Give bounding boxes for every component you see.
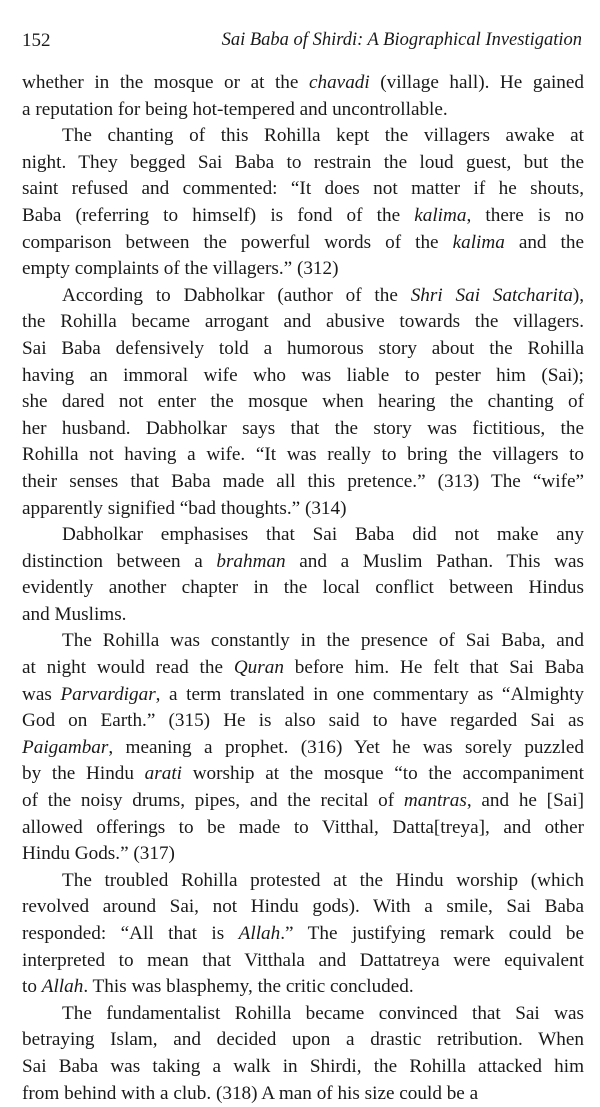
text-line: [22, 203, 584, 230]
text-line: [22, 921, 584, 948]
text-line: [22, 469, 584, 496]
text-line: [22, 256, 584, 283]
text-line: [22, 522, 584, 549]
text-line: [22, 708, 584, 735]
text-run: having an immoral wife who was liable to pester him (Sai);: [22, 364, 584, 386]
italic-term: kalima: [452, 231, 505, 253]
italic-term: mantras: [403, 790, 467, 812]
text-run: from behind with a club. (318) A man of his size could be a: [22, 1082, 479, 1104]
text-run: was: [22, 683, 61, 705]
text-line: [22, 1027, 584, 1054]
text-run: According to Dabholkar (author of the: [62, 284, 411, 306]
text-line: [22, 682, 584, 709]
text-run: Dabholkar emphasises that Sai Baba did not make any: [62, 524, 584, 546]
text-run: night. They begged Sai Baba to restrain the loud guest, but the: [22, 151, 584, 173]
text-line: [22, 788, 584, 815]
text-run: The fundamentalist Rohilla became convinced that Sai was: [62, 1002, 584, 1024]
text-run: she dared not enter the mosque when hearing the chanting of: [22, 391, 584, 413]
italic-term: chavadi: [308, 72, 370, 93]
text-run: ),: [572, 284, 584, 306]
text-run: distinction between a: [22, 550, 217, 572]
text-run: her husband. Dabholkar says that the story was fictitious, the: [22, 417, 584, 439]
text-run: whether in the mosque or at the: [22, 72, 309, 93]
text-line: [22, 575, 584, 602]
text-run: saint refused and commented: “It does not matter if he shouts,: [22, 178, 584, 200]
text-run: , there is no: [466, 204, 584, 226]
text-run: revolved around Sai, not Hindu gods). With a smile, Sai Baba: [22, 896, 584, 918]
text-line: [22, 283, 584, 310]
text-run: The troubled Rohilla protested at the Hindu worship (which: [62, 869, 584, 891]
text-run: to: [22, 976, 42, 998]
text-line: [22, 309, 584, 336]
text-run: Hindu Gods.” (317): [22, 843, 175, 865]
text-line: [22, 894, 584, 921]
text-run: a reputation for being hot-tempered and uncontrollable.: [22, 98, 448, 120]
italic-term: Shri Sai Satcharita: [410, 284, 573, 306]
text-line: [22, 496, 584, 523]
text-run: and the: [504, 231, 584, 253]
text-line: [22, 1054, 584, 1081]
text-line: [22, 97, 584, 124]
text-line: [22, 336, 584, 363]
text-run: the Rohilla became arrogant and abusive towards the villagers.: [22, 311, 584, 333]
text-line: [22, 761, 584, 788]
text-run: evidently another chapter in the local conflict between Hindus: [22, 577, 584, 599]
page-header: [22, 30, 582, 56]
text-run: The Rohilla was constantly in the presence of Sai Baba, and: [62, 630, 584, 652]
text-line: [22, 389, 584, 416]
text-run: interpreted to mean that Vitthala and Dattatreya were equivalent: [22, 949, 584, 971]
text-run: worship at the mosque “to the accompaniment: [182, 763, 584, 785]
text-line: [22, 230, 584, 257]
text-line: [22, 1001, 584, 1028]
italic-term: Quran: [233, 657, 284, 679]
text-run: . This was blasphemy, the critic concluded.: [83, 976, 414, 998]
text-line: [22, 841, 584, 868]
text-line: [22, 549, 584, 576]
text-run: apparently signified “bad thoughts.” (314): [22, 497, 347, 519]
page-number: 152: [22, 30, 51, 51]
text-line: [22, 442, 584, 469]
text-line: [22, 1081, 584, 1107]
text-run: allowed offerings to be made to Vitthal, Datta[treya], and other: [22, 816, 584, 838]
running-head: Sai Baba of Shirdi: A Biographical Investigation: [221, 30, 582, 50]
italic-term: brahman: [216, 550, 286, 572]
text-line: [22, 815, 584, 842]
text-run: The chanting of this Rohilla kept the villagers awake at: [62, 125, 584, 147]
italic-term: Allah: [238, 923, 281, 944]
text-run: , meaning a prophet. (316) Yet he was sorely puzzled: [108, 736, 584, 758]
text-line: [22, 735, 584, 762]
text-run: , and he [Sai]: [466, 790, 584, 812]
text-run: at night would read the: [22, 657, 234, 679]
text-run: God on Earth.” (315) He is also said to have regarded Sai as: [22, 710, 584, 732]
text-run: Baba (referring to himself) is fond of the: [22, 204, 415, 226]
text-run: (village hall). He gained: [369, 72, 584, 93]
text-run: their senses that Baba made all this pretence.” (313) The “wife”: [22, 470, 584, 492]
text-line: [22, 150, 584, 177]
text-run: .” The justifying remark could be: [280, 923, 585, 944]
text-line: [22, 655, 584, 682]
text-run: betraying Islam, and decided upon a drastic retribution. When: [22, 1029, 584, 1051]
text-line: [22, 868, 584, 895]
text-run: and Muslims.: [22, 603, 127, 625]
italic-term: Parvardigar: [60, 683, 156, 705]
italic-term: kalima: [414, 204, 467, 226]
text-run: Rohilla not having a wife. “It was really to bring the villagers to: [22, 444, 584, 466]
text-line: [22, 176, 584, 203]
text-line: [22, 416, 584, 443]
text-line: [22, 70, 584, 97]
italic-term: Paigambar: [22, 736, 109, 758]
text-run: and a Muslim Pathan. This was: [285, 550, 584, 572]
text-run: Sai Baba defensively told a humorous story about the Rohilla: [22, 337, 584, 359]
text-run: comparison between the powerful words of the: [22, 231, 453, 253]
text-line: [22, 363, 584, 390]
text-run: Sai Baba was taking a walk in Shirdi, the Rohilla attacked him: [22, 1055, 584, 1077]
text-run: responded: “All that is: [22, 923, 239, 944]
text-line: [22, 123, 584, 150]
italic-term: arati: [144, 763, 182, 785]
text-line: [22, 948, 584, 975]
text-run: before him. He felt that Sai Baba: [283, 657, 584, 679]
text-run: , a term translated in one commentary as “Almighty: [155, 683, 584, 705]
text-line: [22, 628, 584, 655]
italic-term: Allah: [41, 976, 84, 998]
text-run: of the noisy drums, pipes, and the recital of: [22, 790, 404, 812]
text-line: [22, 602, 584, 629]
text-run: by the Hindu: [22, 763, 145, 785]
text-line: [22, 974, 584, 1001]
body-text: [22, 70, 584, 1107]
text-run: empty complaints of the villagers.” (312): [22, 258, 339, 280]
